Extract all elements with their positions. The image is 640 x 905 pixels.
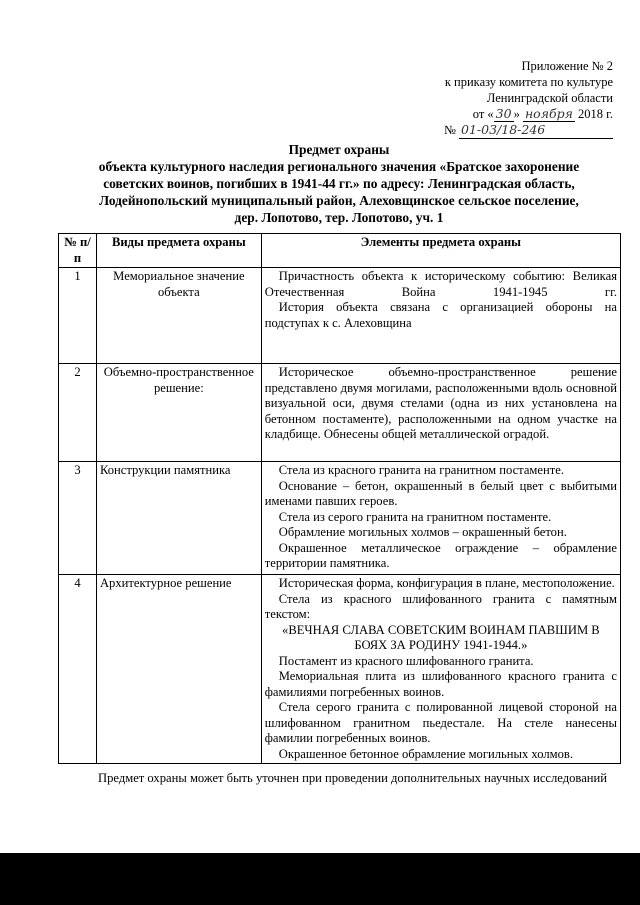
title-line-2: объекта культурного наследия регионального значения «Братское захоронение <box>98 159 580 174</box>
table-row <box>59 268 621 364</box>
element-text: Мемориальная плита из шлифованного красного гранита с фамилиями погребенных воинов. <box>264 669 617 699</box>
appendix-order-ref: к приказу комитета по культуре <box>444 75 613 89</box>
row-num: 1 <box>59 268 97 364</box>
row-num: 2 <box>59 364 97 462</box>
appendix-number <box>383 122 613 139</box>
appendix-date <box>383 106 613 122</box>
date-year: 2018 г. <box>578 107 613 121</box>
document-title <box>58 141 620 226</box>
element-text: Окрашенное бетонное обрамление могильных холмов. <box>278 746 574 761</box>
date-month-handwritten: ноября <box>524 106 573 121</box>
title-line-5: дер. Лопотово, тер. Лопотово, уч. 1 <box>234 210 444 225</box>
row-elements <box>261 462 620 575</box>
element-text: Постамент из красного шлифованного гранита. <box>278 653 534 668</box>
element-text: Стела из красного гранита на гранитном постаменте. <box>278 463 564 477</box>
appendix-title: Приложение № 2 <box>521 59 613 73</box>
date-prefix: от « <box>472 107 494 121</box>
row-type: Архитектурное решение <box>96 575 261 764</box>
appendix-region: Ленинградской области <box>486 91 613 105</box>
header-num: № п/п <box>59 234 97 268</box>
title-line-3: советских воинов, погибших в 1941-44 гг.» по адресу: Ленинградская область, <box>103 176 575 191</box>
row-elements <box>261 364 620 462</box>
row-type: Мемориальное значение объекта <box>96 268 261 364</box>
element-text: История объекта связана с организацией обороны на подступах к с. Алеховщина <box>264 300 617 330</box>
memorial-inscription: «ВЕЧНАЯ СЛАВА СОВЕТСКИМ ВОИНАМ ПАВШИМ В БОЯХ ЗА РОДИНУ 1941-1944.» <box>282 622 600 652</box>
element-text: Стела из серого гранита на гранитном постаменте. <box>278 509 552 524</box>
row-num: 4 <box>59 575 97 764</box>
date-sep: » <box>513 107 520 121</box>
element-text: Обрамление могильных холмов – окрашенный бетон. <box>278 525 567 539</box>
element-text: Причастность объекта к историческому событию: Великая Отечественная Война 1941-1945 гг. <box>264 269 617 299</box>
element-text: Историческое объемно-пространственное решение представлено двумя могилами, расположенными вдоль основной визуальной оси, двумя стелами (одна из них установлена на бетонном постаменте), расположенными на одном участке на кладбище. Обнесены общей металлической оградой. <box>264 365 617 441</box>
appendix-block <box>383 58 613 139</box>
row-elements <box>261 268 620 364</box>
header-types: Виды предмета охраны <box>96 234 261 268</box>
footer-note: Предмет охраны может быть уточнен при проведении дополнительных научных исследований <box>98 771 608 785</box>
number-handwritten: 01-03/18-246 <box>459 122 613 139</box>
element-text: Основание – бетон, окрашенный в белый цвет с выбитыми именами павших героев. <box>264 478 617 508</box>
element-text: Историческая форма, конфигурация в плане, местоположение. <box>278 576 615 590</box>
date-day-handwritten: 30 <box>495 106 512 121</box>
row-elements <box>261 575 620 764</box>
table-row <box>59 364 621 462</box>
row-type: Объемно-пространственное решение: <box>96 364 261 462</box>
row-type: Конструкции памятника <box>96 462 261 575</box>
scan-border-band <box>0 853 640 905</box>
element-text: Окрашенное металлическое ограждение – обрамление территории памятника. <box>264 540 617 570</box>
header-elements: Элементы предмета охраны <box>261 234 620 268</box>
row-num: 3 <box>59 462 97 575</box>
table-row <box>59 575 621 764</box>
element-text: Стела из красного шлифованного гранита с памятным текстом: <box>264 591 617 621</box>
title-heading: Предмет охраны <box>288 142 390 157</box>
title-line-4: Лодейнопольский муниципальный район, Алеховщинское сельское поселение, <box>99 193 579 208</box>
element-text: Стела серого гранита с полированной лицевой стороной на шлифованном гранитном пьедестале. На стеле нанесены фамилии погребенных воинов. <box>264 700 617 745</box>
protection-subject-table <box>58 233 621 764</box>
table-header-row <box>59 234 621 268</box>
table-row <box>59 462 621 575</box>
number-prefix: № <box>443 123 456 137</box>
